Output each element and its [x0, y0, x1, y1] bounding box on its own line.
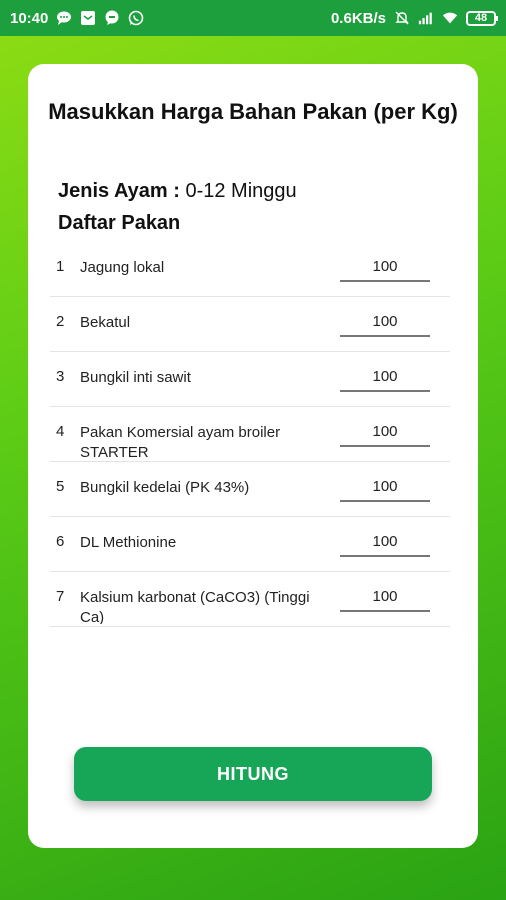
item-number: 2 — [56, 313, 65, 330]
item-name: Bungkil inti sawit — [80, 369, 191, 386]
jenis-ayam-value: 0-12 Minggu — [185, 180, 297, 202]
battery-icon: 48 — [466, 11, 496, 26]
price-input[interactable]: 100 — [340, 529, 430, 557]
list-item — [50, 352, 450, 407]
price-input[interactable]: 100 — [340, 309, 430, 337]
list-item — [50, 407, 450, 462]
item-name: Jagung lokal — [80, 259, 165, 276]
page-title: Masukkan Harga Bahan Pakan (per Kg) — [48, 99, 458, 124]
list-item — [50, 297, 450, 352]
item-number: 7 — [56, 588, 65, 605]
item-number: 6 — [56, 533, 65, 550]
list-item — [50, 572, 450, 627]
item-name: DL Methionine — [80, 534, 177, 551]
item-number: 3 — [56, 368, 65, 385]
status-left — [10, 10, 144, 27]
mail-icon — [80, 10, 96, 26]
content-card — [28, 64, 478, 848]
price-input[interactable]: 100 — [340, 364, 430, 392]
jenis-ayam-label: Jenis Ayam : — [58, 180, 180, 202]
signal-icon — [418, 10, 434, 26]
status-right — [331, 10, 496, 27]
price-input[interactable]: 100 — [340, 474, 430, 502]
status-bar — [0, 0, 506, 36]
list-item — [50, 517, 450, 572]
item-name: Bekatul — [80, 314, 131, 331]
item-name: Pakan Komersial ayam broiler STARTER — [80, 424, 281, 459]
price-input[interactable]: 100 — [340, 419, 430, 447]
list-item — [50, 242, 450, 297]
mute-icon — [394, 10, 410, 26]
item-name: Bungkil kedelai (PK 43%) — [80, 479, 250, 496]
feed-list — [50, 242, 450, 627]
jenis-ayam — [58, 180, 297, 203]
item-number: 5 — [56, 478, 65, 495]
price-input[interactable]: 100 — [340, 254, 430, 282]
whatsapp-icon — [128, 10, 144, 26]
hitung-button[interactable]: HITUNG — [74, 747, 432, 801]
network-speed: 0.6KB/s — [330, 9, 386, 27]
list-item — [50, 462, 450, 517]
chat-icon — [104, 10, 120, 26]
status-time: 10:40 — [10, 9, 49, 27]
item-number: 1 — [56, 258, 65, 275]
daftar-pakan-heading: Daftar Pakan — [58, 212, 181, 234]
item-number: 4 — [56, 423, 65, 440]
message-icon — [56, 10, 72, 26]
price-input[interactable]: 100 — [340, 584, 430, 612]
item-name: Kalsium karbonat (CaCO3) (Tinggi Ca) — [80, 589, 310, 624]
wifi-icon — [442, 10, 458, 26]
